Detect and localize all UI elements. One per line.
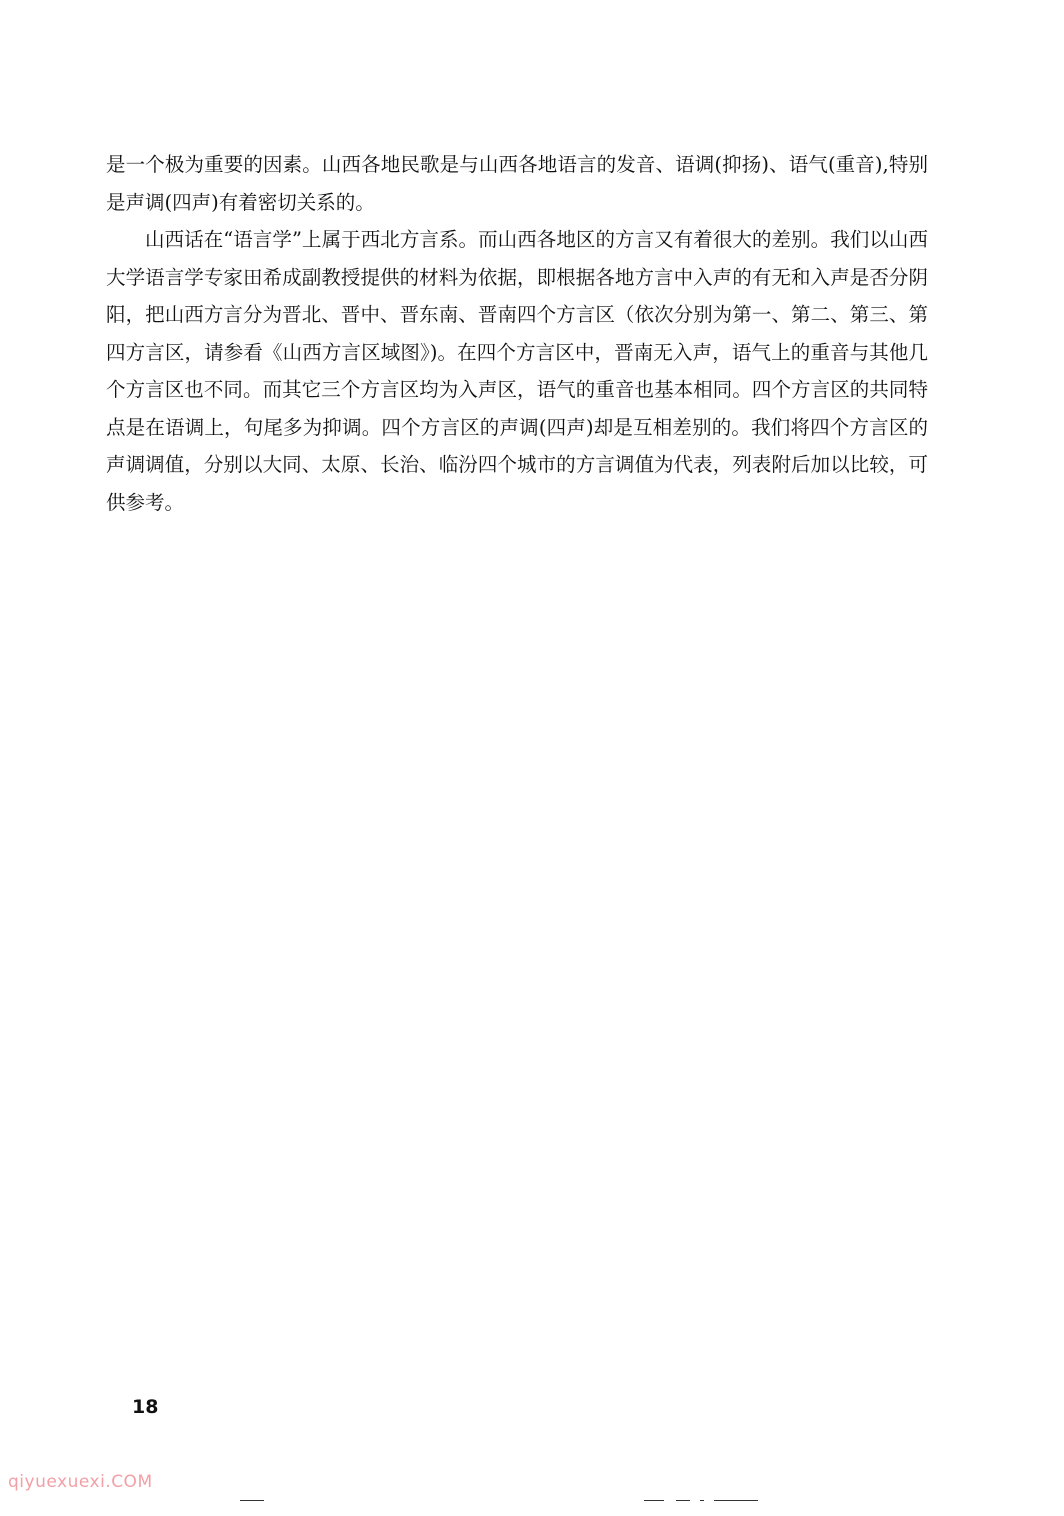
site-watermark: qiyuexuexi.COM bbox=[8, 1472, 153, 1492]
scan-mark bbox=[644, 1500, 664, 1501]
scan-mark bbox=[676, 1500, 690, 1501]
scan-footer-marks bbox=[0, 1490, 1064, 1510]
page-number: 18 bbox=[132, 1396, 159, 1418]
body-text bbox=[106, 146, 928, 521]
paragraph-1: 是一个极为重要的因素。山西各地民歌是与山西各地语言的发音、语调(抑扬)、语气(重音),特别是声调(四声)有着密切关系的。 bbox=[106, 153, 928, 214]
paragraph-2: 山西话在“语言学”上属于西北方言系。而山西各地区的方言又有着很大的差别。我们以山西大学语言学专家田希成副教授提供的材料为依据，即根据各地方言中入声的有无和入声是否分阴阳，把山西方言分为晋北、晋中、晋东南、晋南四个方言区（依次分别为第一、第二、第三、第四方言区，请参看《山西方言区域图》)。在四个方言区中，晋南无入声，语气上的重音与其他几个方言区也不同。而其它三个方言区均为入声区，语气的重音也基本相同。四个方言区的共同特点是在语调上，句尾多为抑调。四个方言区的声调(四声)却是互相差别的。我们将四个方言区的声调调值，分别以大同、太原、长治、临汾四个城市的方言调值为代表，列表附后加以比较，可供参考。 bbox=[106, 228, 928, 514]
scan-mark bbox=[700, 1500, 704, 1501]
scan-mark bbox=[714, 1500, 758, 1501]
scan-mark bbox=[240, 1500, 264, 1501]
